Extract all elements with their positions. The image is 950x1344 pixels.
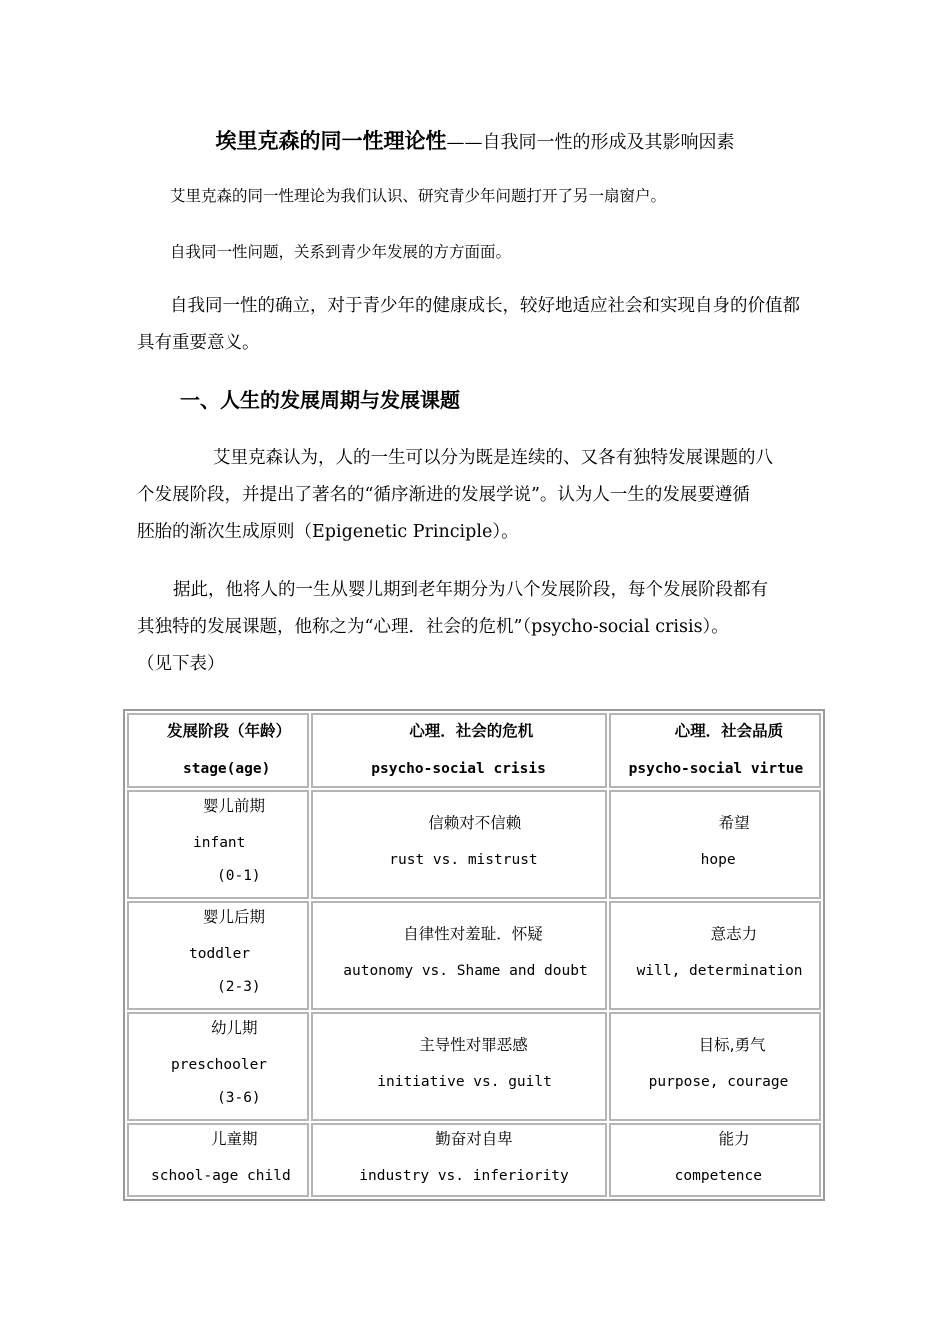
stage-cell: 幼儿期 preschooler (3-6): [127, 1012, 309, 1121]
virtue-cell: 目标,勇气 purpose, courage: [609, 1012, 821, 1121]
table-row: [127, 790, 821, 899]
intro3-line2: 具有重要意义。: [137, 333, 260, 353]
crisis-cell: 自律性对羞耻．怀疑 autonomy vs. Shame and doubt: [311, 901, 606, 1010]
section-paragraph-1: [137, 440, 817, 551]
intro-paragraph-1: 艾里克森的同一性理论为我们认识、研究青少年问题打开了另一扇窗户。: [170, 187, 667, 205]
title-main: 埃里克森的同一性理论性: [215, 129, 447, 153]
development-stages-table: [123, 709, 825, 1201]
table-row: [127, 1123, 821, 1197]
crisis-cell: 信赖对不信赖 rust vs. mistrust: [311, 790, 606, 899]
table-row: [127, 901, 821, 1010]
intro-paragraph-2: 自我同一性问题，关系到青少年发展的方方面面。: [170, 243, 512, 261]
section-heading: 一、人生的发展周期与发展课题: [180, 388, 460, 412]
stage-cell: 儿童期 school-age child: [127, 1123, 309, 1197]
title-subtitle: ——自我同一性的形成及其影响因素: [446, 132, 735, 153]
stage-cell: 婴儿后期 toddler (2-3): [127, 901, 309, 1010]
crisis-cell: 主导性对罪恶感 initiative vs. guilt: [311, 1012, 606, 1121]
header-virtue: 心理．社会品质 psycho-social virtue: [609, 713, 821, 788]
stage-cell: 婴儿前期 infant (0-1): [127, 790, 309, 899]
p1-line3: 胚胎的渐次生成原则（Epigenetic Principle）。: [137, 522, 519, 542]
document-title: [0, 125, 950, 155]
intro3-line1: 自我同一性的确立，对于青少年的健康成长，较好地适应社会和实现自身的价值都: [170, 296, 800, 316]
p2-line2: 其独特的发展课题，他称之为“心理．社会的危机”（psycho-social crisis）。: [137, 617, 729, 637]
header-stage: 发展阶段（年龄） stage(age): [127, 713, 309, 788]
p2-line1: 据此，他将人的一生从婴儿期到老年期分为八个发展阶段，每个发展阶段都有: [173, 580, 768, 600]
virtue-cell: 希望 hope: [609, 790, 821, 899]
virtue-cell: 能力 competence: [609, 1123, 821, 1197]
crisis-cell: 勤奋对自卑 industry vs. inferiority: [311, 1123, 606, 1197]
p1-line2: 个发展阶段，并提出了著名的“循序渐进的发展学说”。认为人一生的发展要遵循: [137, 485, 750, 505]
section-paragraph-2: [137, 572, 817, 683]
header-crisis: 心理．社会的危机 psycho-social crisis: [311, 713, 606, 788]
intro-paragraph-3: [137, 288, 817, 362]
table-header-row: [127, 713, 821, 788]
virtue-cell: 意志力 will, determination: [609, 901, 821, 1010]
p2-line3: （见下表）: [137, 654, 225, 674]
p1-line1: 艾里克森认为，人的一生可以分为既是连续的、又各有独特发展课题的八: [213, 448, 773, 468]
table-row: [127, 1012, 821, 1121]
